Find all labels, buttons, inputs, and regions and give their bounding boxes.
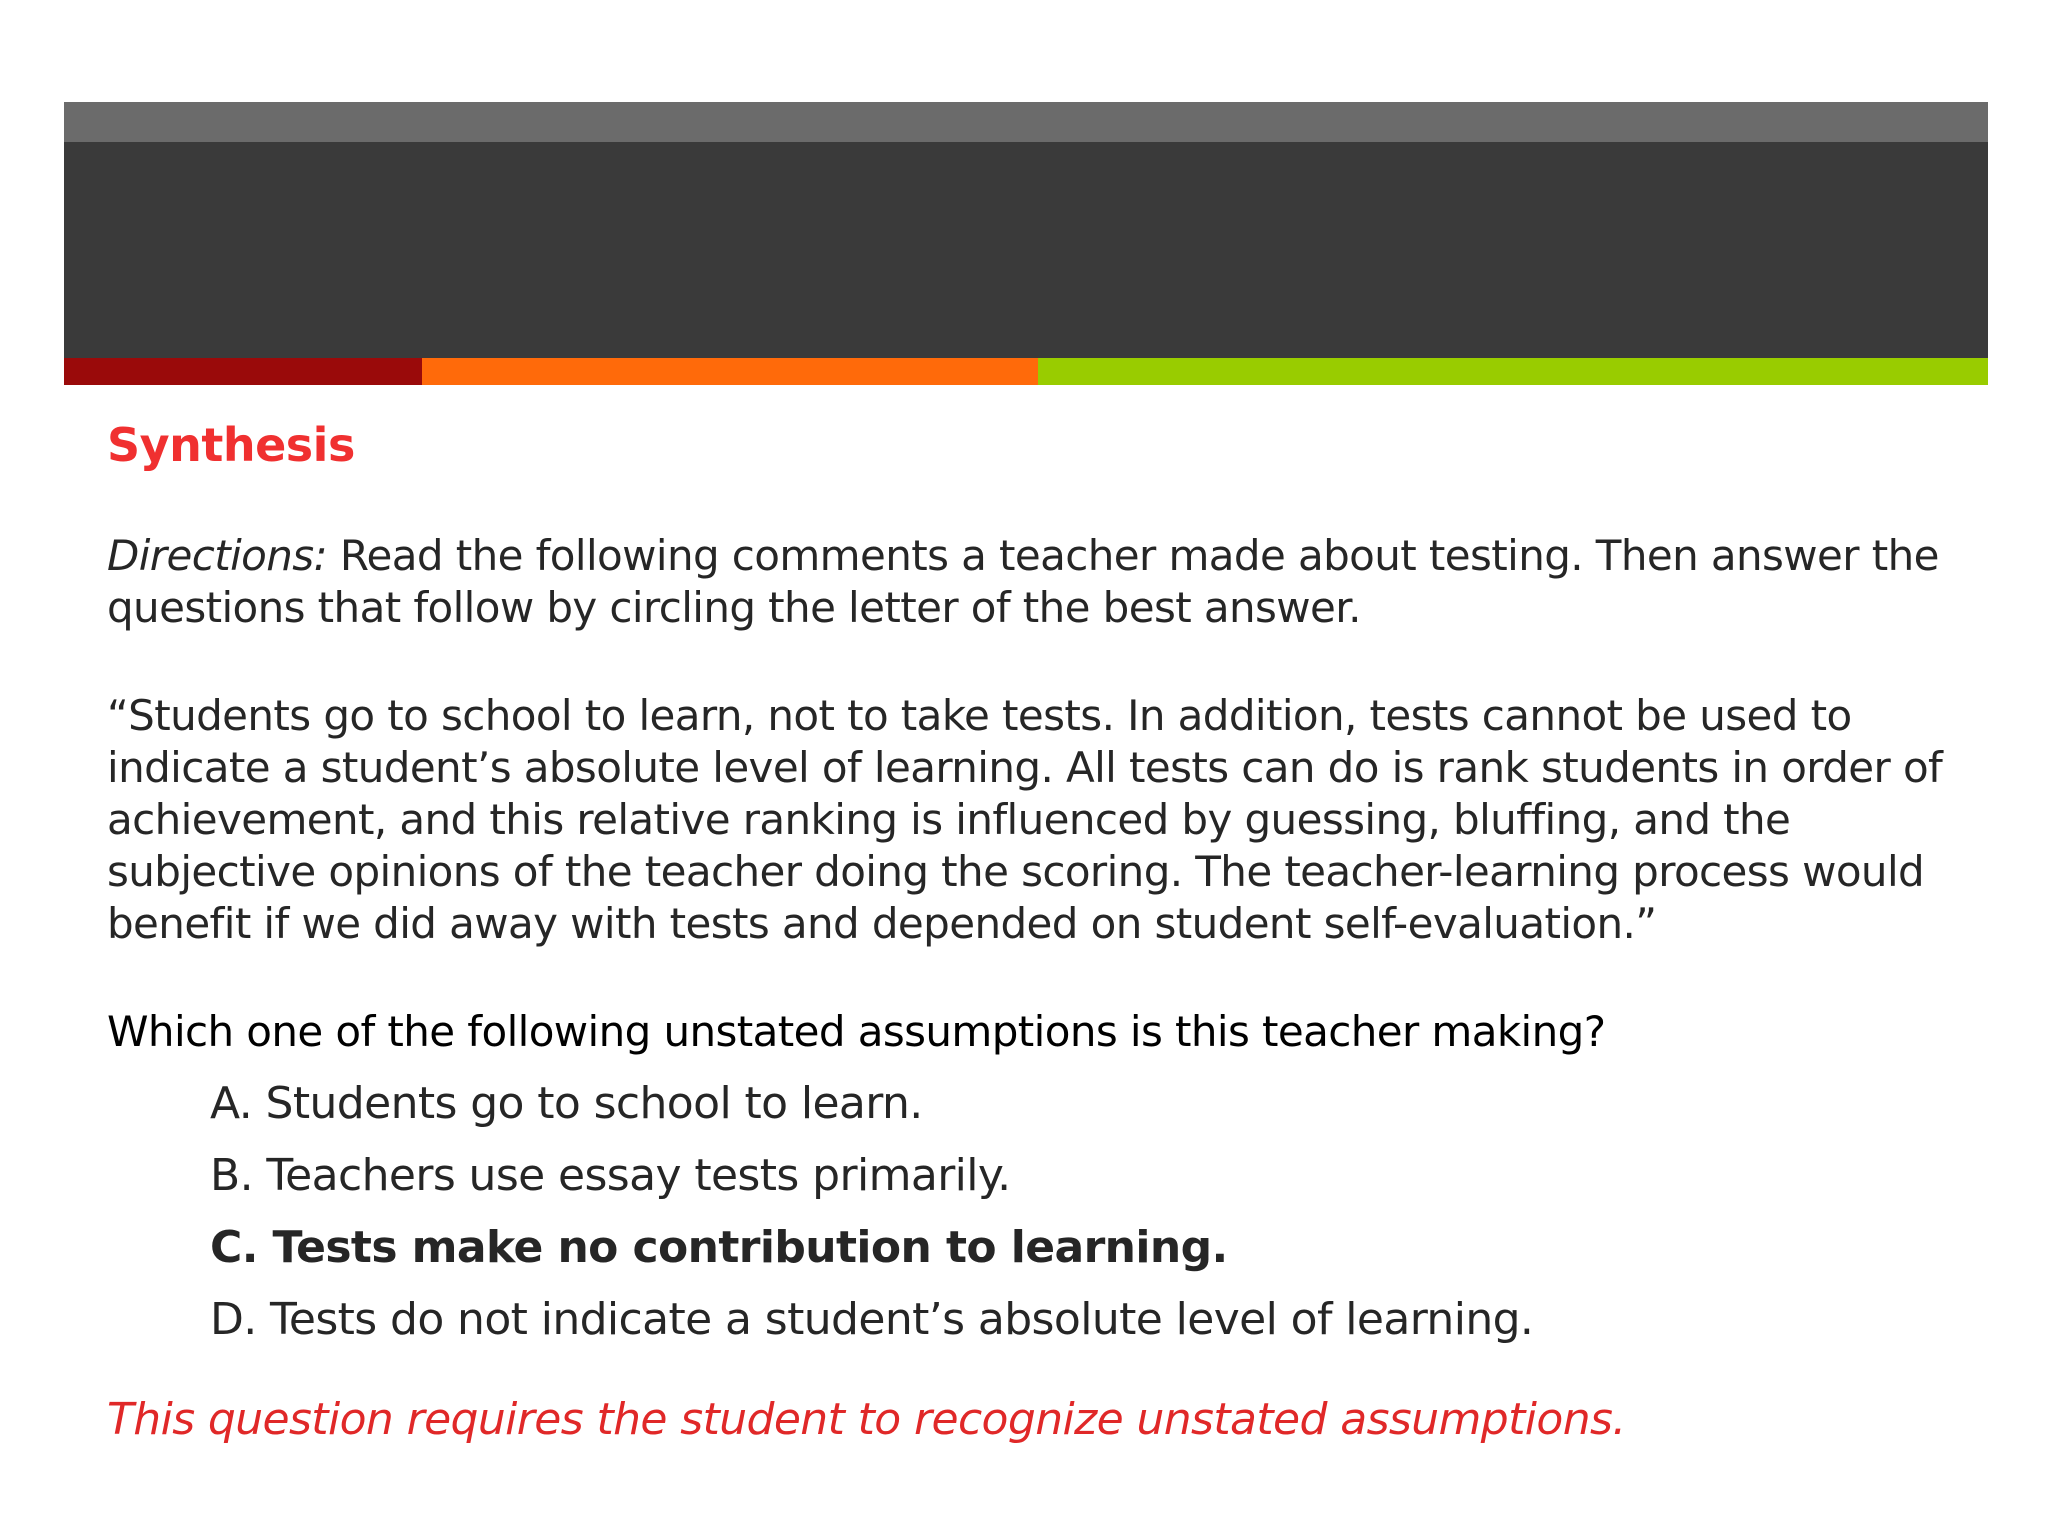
directions-paragraph bbox=[107, 530, 2007, 634]
teacher-quote: “Students go to school to learn, not to take tests. In addition, tests cannot be used to indicate a student’s absolute level of learning. All tests can do is rank students in order of achievement, and this relative ranking is influenced by guessing, bluffing, and the subjective opinions of the teacher doing the scoring. The teacher-learning process would benefit if we did away with tests and depended on student self-evaluation.” bbox=[107, 691, 1943, 948]
directions-label: Directions: bbox=[107, 531, 328, 580]
slide-content bbox=[107, 410, 2007, 1450]
header-band bbox=[64, 102, 1988, 358]
directions-text: Read the following comments a teacher made about testing. Then answer the questions that follow by circling the letter of the best answer. bbox=[107, 531, 1939, 632]
option-c-correct: C. Tests make no contribution to learning. bbox=[210, 1222, 1228, 1273]
question-text: Which one of the following unstated assumptions is this teacher making? bbox=[107, 1007, 1606, 1056]
accent-bar-red bbox=[64, 358, 422, 385]
slide-heading: Synthesis bbox=[107, 418, 355, 472]
explanation-note: This question requires the student to recognize unstated assumptions. bbox=[107, 1394, 1626, 1445]
option-d: D. Tests do not indicate a student’s absolute level of learning. bbox=[210, 1294, 1534, 1345]
answer-options bbox=[107, 1068, 2007, 1356]
option-b: B. Teachers use essay tests primarily. bbox=[210, 1150, 1011, 1201]
accent-bar-orange bbox=[422, 358, 1038, 385]
accent-bar-green bbox=[1038, 358, 1988, 385]
header-top-strip bbox=[64, 102, 1988, 142]
option-a: A. Students go to school to learn. bbox=[210, 1078, 923, 1129]
